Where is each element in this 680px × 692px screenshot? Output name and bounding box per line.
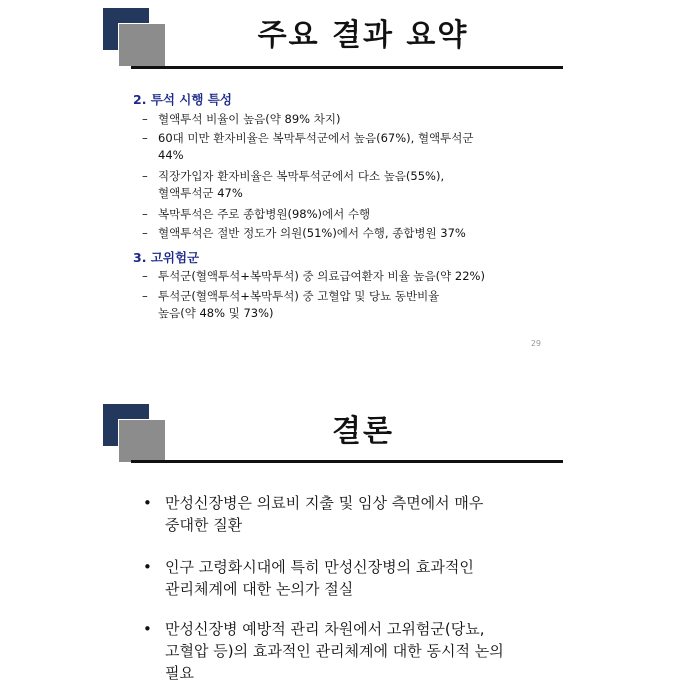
dash-marker: – bbox=[142, 169, 148, 183]
dash-marker: – bbox=[142, 131, 148, 145]
dash-marker: – bbox=[142, 269, 148, 283]
title-rule bbox=[131, 460, 563, 463]
bullet-marker: • bbox=[143, 494, 152, 512]
slide-conclusion: 결론 • 만성신장병은 의료비 지출 및 임상 측면에서 매우 중대한 질환 • 인구 고령화시대에 특히 만성신장병의 효과적인 관리체계에 대한 논의가 절실 • 만성신장병 예방적 관리 차원에서 고위험군(당뇨, 고혈압 등)의 효과적인 관리체계에 대한 동시적 논의 필요 bbox=[103, 396, 563, 692]
list-item: – 60대 미만 환자비율은 복막투석군에서 높음(67%), 혈액투석군 44% bbox=[142, 131, 474, 162]
slide-title: 결론 bbox=[332, 414, 394, 449]
title-rule bbox=[131, 66, 563, 69]
section-heading-treatment: 2. 투석 시행 특성 bbox=[133, 92, 232, 107]
list-item: – 혈액투석은 절반 정도가 의원(51%)에서 수행, 종합병원 37% bbox=[142, 226, 466, 240]
slide-summary bbox=[103, 0, 563, 356]
bullet-marker: • bbox=[143, 620, 152, 638]
dash-marker: – bbox=[142, 207, 148, 221]
title-decoration-gray bbox=[118, 419, 166, 463]
slide-title: 주요 결과 요약 bbox=[257, 18, 469, 53]
list-item: – 투석군(혈액투석+복막투석) 중 고혈압 및 당뇨 동반비율 높음(약 48% 및 73%) bbox=[142, 289, 440, 320]
dash-marker: – bbox=[142, 289, 148, 303]
section-heading-high-risk: 3. 고위험군 bbox=[133, 250, 200, 265]
list-item: – 복막투석은 주로 종합병원(98%)에서 수행 bbox=[142, 207, 371, 221]
bullet-marker: • bbox=[143, 558, 152, 576]
list-item: – 직장가입자 환자비율은 복막투석군에서 다소 높음(55%), 혈액투석군 47% bbox=[142, 169, 445, 200]
dash-marker: – bbox=[142, 226, 148, 240]
title-decoration-gray bbox=[118, 23, 166, 67]
list-item: – 혈액투석 비율이 높음(약 89% 차지) bbox=[142, 112, 341, 126]
list-item: – 투석군(혈액투석+복막투석) 중 의료급여환자 비율 높음(약 22%) bbox=[142, 269, 485, 283]
page-number: 29 bbox=[530, 339, 541, 348]
dash-marker: – bbox=[142, 112, 148, 126]
